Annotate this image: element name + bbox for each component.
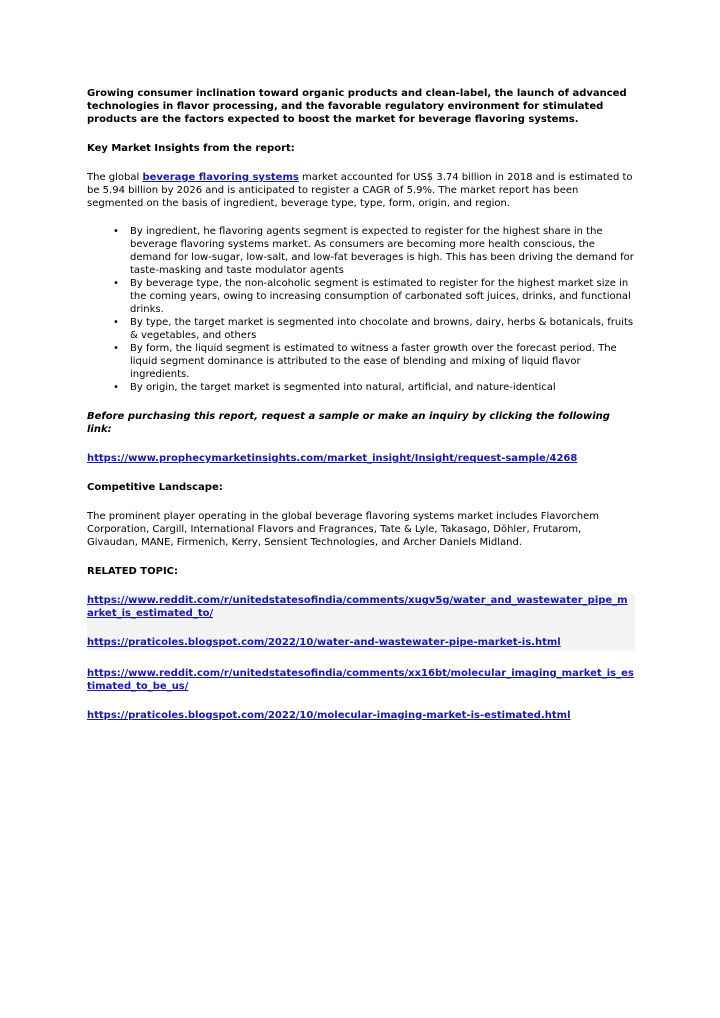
- bullet-icon: •: [113, 317, 119, 328]
- bullet-icon: •: [113, 382, 119, 393]
- market-paragraph-suffix: market accounted for US$ 3.74 billion in 2018 and is estimated to be 5.94 billion by 2026 and is anticipated to register a CAGR of 5.9%. The market report has been segmented on the basis of ingredient, beverage type, type, form, origin, and region.: [87, 172, 633, 209]
- related-link-blog-water[interactable]: https://praticoles.blogspot.com/2022/10/water-and-wastewater-pipe-market-is.html: [87, 637, 561, 648]
- request-sample-link[interactable]: https://www.prophecymarketinsights.com/market_insight/Insight/request-sample/4268: [87, 453, 578, 464]
- segment-bullet-list: [87, 225, 635, 394]
- market-paragraph-prefix: The global: [87, 172, 143, 183]
- related-link-blog-imaging[interactable]: https://praticoles.blogspot.com/2022/10/molecular-imaging-market-is-estimated.html: [87, 710, 571, 721]
- bullet-item-origin: [113, 381, 635, 394]
- related-link-reddit-water[interactable]: https://www.reddit.com/r/unitedstatesofindia/comments/xugv5g/water_and_wastewater_pipe_market_is_estimated_to/: [87, 595, 628, 619]
- insights-heading: Key Market Insights from the report:: [87, 143, 295, 154]
- bullet-item-ingredient: [113, 225, 635, 277]
- intro-paragraph: Growing consumer inclination toward organic products and clean-label, the launch of advanced technologies in flavor processing, and the favorable regulatory environment for stimulated products are the factors expected to boost the market for beverage flavoring systems.: [87, 88, 627, 125]
- bullet-text: By beverage type, the non-alcoholic segment is estimated to register for the highest market size in the coming years, owing to increasing consumption of carbonated soft juices, drinks, and functional drinks.: [130, 278, 631, 315]
- bullet-icon: •: [113, 278, 119, 289]
- bullet-icon: •: [113, 343, 119, 354]
- document-page: [87, 87, 635, 722]
- competitive-heading: Competitive Landscape:: [87, 482, 223, 493]
- bullet-text: By type, the target market is segmented into chocolate and browns, dairy, herbs & botanicals, fruits & vegetables, and others: [130, 317, 634, 341]
- bullet-text: By ingredient, he flavoring agents segment is expected to register for the highest share in the beverage flavoring systems market. As consumers are becoming more health conscious, the demand for low-sugar, low-salt, and low-fat beverages is high. This has been driving the demand for taste-masking and taste modulator agents: [130, 226, 634, 276]
- related-heading: RELATED TOPIC:: [87, 566, 179, 577]
- related-links-block: [87, 594, 635, 651]
- bullet-text: By origin, the target market is segmented into natural, artificial, and nature-identical: [130, 382, 556, 393]
- bullet-item-beverage-type: [113, 277, 635, 316]
- bullet-item-type: [113, 316, 635, 342]
- beverage-flavoring-systems-link[interactable]: beverage flavoring systems: [142, 172, 299, 183]
- related-link-reddit-imaging[interactable]: https://www.reddit.com/r/unitedstatesofindia/comments/xx16bt/molecular_imaging_market_is_estimated_to_be_us/: [87, 668, 634, 692]
- market-paragraph: [87, 171, 635, 210]
- purchase-note: Before purchasing this report, request a sample or make an inquiry by clicking the following link:: [87, 411, 610, 435]
- competitive-paragraph: The prominent player operating in the global beverage flavoring systems market includes Flavorchem Corporation, Cargill, International Flavors and Fragrances, Tate & Lyle, Takasago, Döhler, Frutarom, Givaudan, MANE, Firmenich, Kerry, Sensient Technologies, and Archer Daniels Midland.: [87, 511, 600, 548]
- bullet-text: By form, the liquid segment is estimated to witness a faster growth over the forecast period. The liquid segment dominance is attributed to the ease of blending and mixing of liquid flavor ingredients.: [130, 343, 617, 380]
- bullet-icon: •: [113, 226, 119, 237]
- bullet-item-form: [113, 342, 635, 381]
